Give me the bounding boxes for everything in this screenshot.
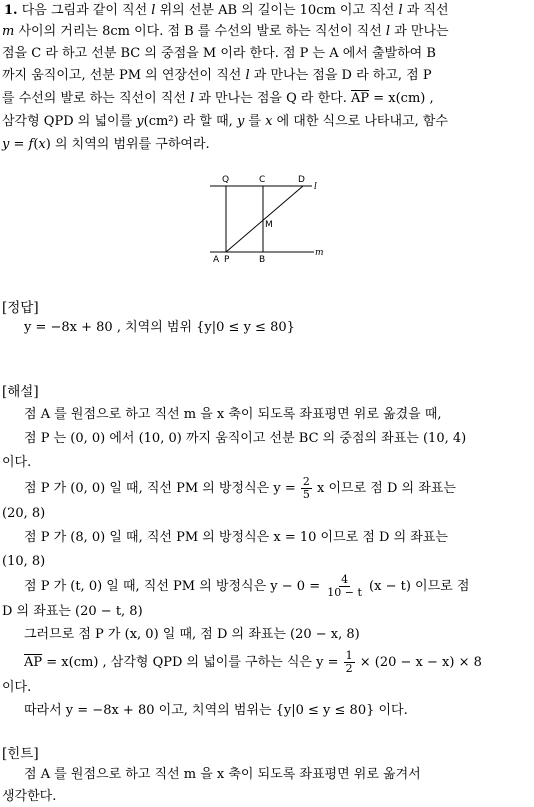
explanation-line: 따라서 y = −8x + 80 이고, 치역의 범위는 {y|0 ≤ y ≤ 80} 이다. [24,703,408,718]
hint-heading: [힌트] [2,746,39,762]
problem-text: 삼각형 QPD 의 넓이를 [2,114,137,129]
problem-text: 다음 그림과 같이 직선 [21,3,152,18]
hint-line: 점 A 를 원점으로 하고 직선 m 을 x 축이 되도록 좌표평면 위로 옮겨서 [24,767,421,782]
explanation-heading: [해설] [2,384,39,400]
explanation-text: = x(cm) , 삼각형 QPD 의 넓이를 구하는 식은 y = [46,655,339,670]
explanation-line: 그러므로 점 P 가 (x, 0) 일 때, 점 D 의 좌표는 (20 − x, 8) [24,627,360,642]
problem-line-1 [4,3,532,19]
explanation-line: (10, 8) [2,554,46,569]
problem-line-6 [2,114,534,130]
label-l: l [314,182,317,192]
explanation-text: (x − t) 이므로 점 [369,579,470,594]
problem-text: 과 만나는 점을 D 라 하고, 점 P [249,68,432,83]
explanation-text: x 이므로 점 D 의 좌표는 [317,481,456,496]
segment-ap: $\overline{AP}$ [24,655,43,670]
problem-text: = [9,137,29,152]
var-l: l [398,3,403,18]
problem-line-7 [2,137,534,153]
problem-text: 과 직선 [402,3,449,18]
problem-text: = x(cm) , [369,91,434,106]
problem-number: 1. [4,3,18,18]
fraction-denominator: 10 − t [327,586,362,599]
explanation-text: 점 P 가 (t, 0) 일 때, 직선 PM 의 방정식은 y − 0 = [24,579,321,594]
fraction-numerator: 2 [302,475,310,488]
explanation-line: 이다. [2,680,32,695]
var-y: y [2,137,10,152]
problem-line-4 [2,68,534,84]
label-m-point: M [265,220,273,230]
hint-line: 생각한다. [2,789,57,804]
fraction [325,574,364,599]
fraction-numerator: 1 [345,649,353,662]
var-x: x [38,137,46,152]
problem-text: (cm²) 라 할 때, [143,114,237,129]
problem-text: 를 수선의 발로 하는 직선이 직선 [2,91,191,106]
var-l: l [190,91,195,106]
problem-text: ( [33,137,39,152]
explanation-line: (20, 8) [2,506,46,521]
segment-pd [226,186,303,252]
problem-text: 를 [244,114,266,129]
label-c: C [259,175,266,185]
label-a: A [213,255,220,265]
fraction [344,650,355,675]
problem-line-3 [2,46,534,62]
label-m-line: m [315,248,324,258]
explanation-line: D 의 좌표는 (20 − t, 8) [2,604,143,619]
explanation-line: 이다. [2,455,32,470]
problem-text: 위의 선분 AB 의 길이는 10cm 이고 직선 [155,3,399,18]
geometry-figure [200,172,340,268]
var-x: x [265,114,273,129]
label-b: B [259,255,266,265]
answer-text: y = −8x + 80 , 치역의 범위 {y|0 ≤ y ≤ 80} [24,320,295,335]
label-q: Q [222,175,230,185]
fraction-denominator: 2 [345,662,353,675]
var-y: y [136,114,144,129]
var-y: y [236,114,245,129]
problem-text: 사이의 거리는 8cm 이다. 점 B 를 수선의 발로 하는 직선이 직선 [14,24,386,39]
problem-line-2 [2,24,534,40]
problem-line-5 [2,91,534,107]
segment-ap: $\overline{AP}$ [350,91,370,106]
problem-text: 과 만나는 [390,24,449,39]
var-l: l [385,24,391,39]
problem-text: 에 대한 식으로 나타내고, 함수 [272,114,448,129]
label-p: P [224,255,230,265]
answer-heading: [정답] [2,300,39,316]
fraction-denominator: 5 [302,488,310,501]
label-d: D [298,175,305,185]
explanation-line: 점 A 를 원점으로 하고 직선 m 을 x 축이 되도록 좌표평면 위로 옮겼을 때, [24,407,442,422]
var-m: m [2,24,15,39]
explanation-line: 점 P 가 (8, 0) 일 때, 직선 PM 의 방정식은 x = 10 이므로 점 D 의 좌표는 [24,530,448,545]
explanation-line [24,650,534,675]
var-l: l [151,3,156,18]
explanation-text: 점 P 가 (0, 0) 일 때, 직선 PM 의 방정식은 y = [24,481,296,496]
fraction-numerator: 4 [341,573,349,586]
var-f: f [28,137,34,152]
problem-text: 점을 C 라 하고 선분 BC 의 중점을 M 이라 한다. 점 P 는 A 에서 출발하여 B [2,46,436,61]
explanation-text: × (20 − x − x) × 8 [359,655,482,670]
problem-text: 과 만나는 점을 Q 라 한다. [194,91,351,106]
explanation-line [24,574,534,599]
fraction [301,476,312,501]
explanation-line [24,476,534,501]
explanation-line: 점 P 는 (0, 0) 에서 (10, 0) 까지 움직이고 선분 BC 의 중점의 좌표는 (10, 4) [24,431,467,446]
problem-text: ) 의 치역의 범위를 구하여라. [45,137,210,152]
var-l: l [245,68,250,83]
problem-text: 까지 움직이고, 선분 PM 의 연장선이 직선 [2,68,246,83]
